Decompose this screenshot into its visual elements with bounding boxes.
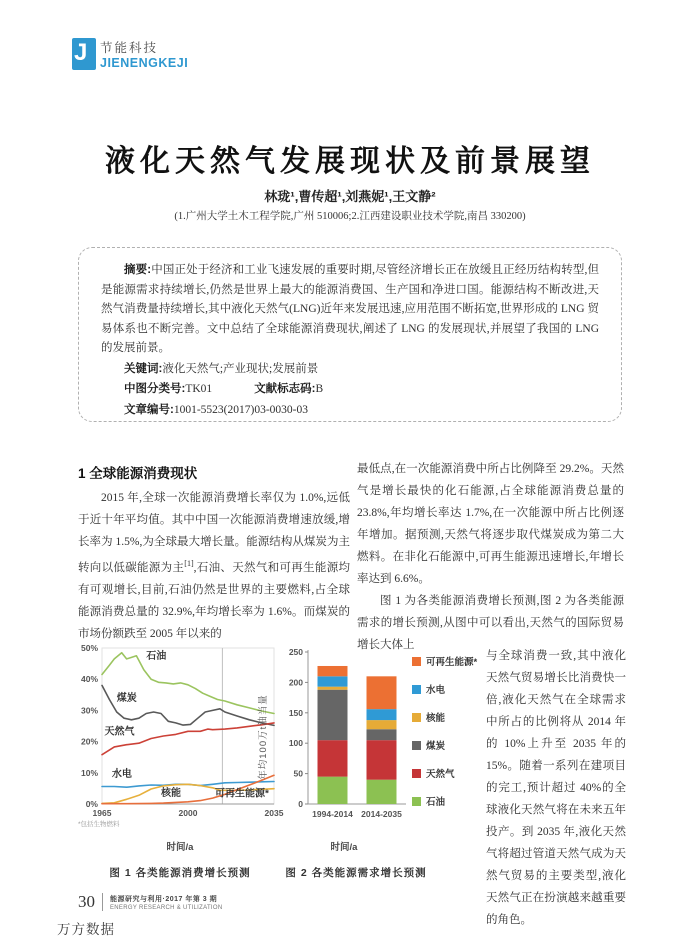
clc-label: 中图分类号: xyxy=(124,383,186,395)
legend-label: 可再生能源* xyxy=(426,657,478,668)
fig2-legend xyxy=(412,654,488,822)
left-paragraph xyxy=(78,487,350,645)
svg-text:20%: 20% xyxy=(80,736,98,747)
svg-text:50: 50 xyxy=(293,768,303,779)
doc-code-label: 文献标志码: xyxy=(254,383,316,395)
figure-1-line-chart xyxy=(76,642,284,880)
section-1-heading: 1 全球能源消费现状 xyxy=(78,466,198,481)
keywords-line xyxy=(101,360,599,380)
logo-text xyxy=(100,38,188,70)
citation-sup: [1] xyxy=(184,559,194,568)
legend-label: 天然气 xyxy=(426,769,455,780)
svg-text:100: 100 xyxy=(288,738,303,749)
paper-title: 液化天然气发展现状及前景展望 xyxy=(105,145,595,178)
narrow-column xyxy=(486,645,626,931)
abstract-box xyxy=(78,247,622,422)
svg-text:200: 200 xyxy=(288,677,303,688)
article-id-line xyxy=(101,401,599,421)
legend-swatch-icon xyxy=(412,657,421,666)
logo-name-en: JIENENGKEJI xyxy=(100,56,189,70)
svg-text:40%: 40% xyxy=(80,674,98,685)
svg-text:核能: 核能 xyxy=(160,787,181,799)
legend-label: 核能 xyxy=(426,713,446,724)
legend-item xyxy=(412,682,488,696)
svg-text:石油: 石油 xyxy=(146,650,167,662)
legend-swatch-icon xyxy=(412,769,421,778)
svg-text:10%: 10% xyxy=(80,767,98,778)
svg-text:煤炭: 煤炭 xyxy=(116,693,137,705)
fig1-xlabel: 时间/a xyxy=(166,842,194,853)
fig2-xlabel: 时间/a xyxy=(330,842,358,853)
svg-text:*包括生物燃料: *包括生物燃料 xyxy=(78,821,120,828)
svg-text:水电: 水电 xyxy=(111,769,132,781)
svg-text:2014-2035: 2014-2035 xyxy=(361,809,402,819)
figure-2-bar-chart xyxy=(254,642,488,880)
svg-text:250: 250 xyxy=(288,647,303,657)
keywords-text: 液化天然气;产业现状;发展前景 xyxy=(162,362,319,375)
article-id-value: 1001-5523(2017)03-0030-03 xyxy=(173,403,308,416)
journal-logo xyxy=(72,38,188,70)
svg-text:50%: 50% xyxy=(80,643,98,653)
svg-text:1994-2014: 1994-2014 xyxy=(312,809,353,819)
fig1-caption: 图 1 各类能源消费增长预测 xyxy=(109,867,251,879)
abstract-text: 中国正处于经济和工业飞速发展的重要时期,尽管经济增长正在放缓且正经历结构转型,但是能源需求持续增长,仍然是世界上最大的能源消费国、生产国和净进口国。能源结构不断改进,天然气消费量持续增长,其中液化天然气(LNG)近年来发展迅速,应用范围不断拓宽,世界形成的 LNG 贸易体系也不断完善。文中总结了全球能源消费现状,阐述了 LNG 的发展现状,并展望了我国的 LNG 的发展前景。 xyxy=(101,264,599,354)
svg-text:0%: 0% xyxy=(85,799,98,809)
logo-name-cn: 节能科技 xyxy=(100,41,159,55)
legend-swatch-icon xyxy=(412,685,421,694)
legend-item xyxy=(412,738,488,752)
svg-text:30%: 30% xyxy=(80,705,98,716)
legend-swatch-icon xyxy=(412,713,421,722)
legend-label: 石油 xyxy=(426,797,446,808)
svg-text:150: 150 xyxy=(288,707,303,718)
journal-name-en: ENERGY RESEARCH & UTILIZATION xyxy=(110,904,223,911)
abstract-label: 摘要: xyxy=(124,264,152,276)
left-column xyxy=(78,487,350,645)
clc-line xyxy=(101,380,599,400)
footer-divider xyxy=(102,893,103,911)
fig2-caption: 图 2 各类能源需求增长预测 xyxy=(285,867,427,879)
affiliation-line: (1.广州大学土木工程学院,广州 510006;2.江西建设职业技术学院,南昌 330200) xyxy=(174,211,526,222)
right-paragraph-1: 最低点,在一次能源消费中所占比例降至 29.2%。天然气是增长最快的化石能源,占全球能源消费总量的 23.8%,年均增长率达 1.7%,在一次能源中所占比例逐年增加。据预测,天然气将逐步取代煤炭成为第二大燃料。在非化石能源中,可再生能源迅速增长,年增长率达到 6.6%。 xyxy=(357,463,624,585)
svg-text:2035: 2035 xyxy=(264,808,284,818)
legend-label: 煤炭 xyxy=(426,741,446,752)
svg-text:2000: 2000 xyxy=(178,808,198,818)
clc-value: TK01 xyxy=(185,383,213,395)
page-footer xyxy=(78,892,223,912)
abstract-paragraph xyxy=(101,261,599,359)
page-number: 30 xyxy=(78,892,95,911)
journal-block xyxy=(110,894,223,911)
article-id-label: 文章编号: xyxy=(124,403,174,416)
left-paragraph-text: 2015 年,全球一次能源消费增长率仅为 1.0%,远低于近十年平均值。其中中国一次能源消费增速放缓,增长率为 1.5%,为全球最大增长量。能源结构从煤炭为主转向以低碳能源为主 xyxy=(78,492,350,574)
left-paragraph-text-cont: ,石油、天然气和可再生能源均有可观增长,目前,石油仍然是世界的主要燃料,占全球能源消费总量的 32.9%,年均增长率为 1.6%。而煤炭的市场份额跌至 2005 年以来的 xyxy=(78,561,350,640)
journal-name-cn: 能源研究与利用·2017 年第 3 期 xyxy=(110,895,218,903)
keywords-label: 关键词: xyxy=(124,362,163,375)
legend-item xyxy=(412,710,488,724)
authors-line: 林珑¹,曹传超¹,刘燕妮¹,王文静² xyxy=(264,189,436,204)
narrow-paragraph: 与全球消费一致,其中液化天然气贸易增长比消费快一倍,液化天然气在全球需求中所占的比例将从 2014 年的 10%上升至 2035 年的 15%。随着一系列在建项目的完工,预计超过 40%的全球液化天然气将在未来五年投产。到 2035 年,液化天然气将超过管道天然气成为天然气贸易的主要类型,液化天然气正在扮演越来越重要的角色。 xyxy=(486,650,626,926)
fig2-plot xyxy=(278,642,410,832)
svg-text:天然气: 天然气 xyxy=(104,726,135,738)
legend-label: 水电 xyxy=(426,685,446,696)
wanfang-watermark: 万方数据 xyxy=(57,922,115,937)
svg-text:可再生能源*: 可再生能源* xyxy=(215,788,269,800)
doc-code-value: B xyxy=(315,383,324,395)
svg-text:1965: 1965 xyxy=(92,808,112,818)
fig2-ylabel: 年均100万t油当量 xyxy=(258,694,269,780)
legend-item xyxy=(412,794,488,808)
fig1-plot xyxy=(76,642,284,832)
svg-text:0: 0 xyxy=(298,799,303,809)
right-column xyxy=(357,458,624,656)
legend-swatch-icon xyxy=(412,741,421,750)
legend-swatch-icon xyxy=(412,797,421,806)
logo-j-icon: J xyxy=(72,38,96,70)
legend-item xyxy=(412,654,488,668)
right-paragraph-2: 图 1 为各类能源消费增长预测,图 2 为各类能源需求的增长预测,从图中可以看出,天然气的国际贸易增长大体上 xyxy=(357,595,624,651)
legend-item xyxy=(412,766,488,780)
fig2-plot-wrap xyxy=(278,642,410,837)
